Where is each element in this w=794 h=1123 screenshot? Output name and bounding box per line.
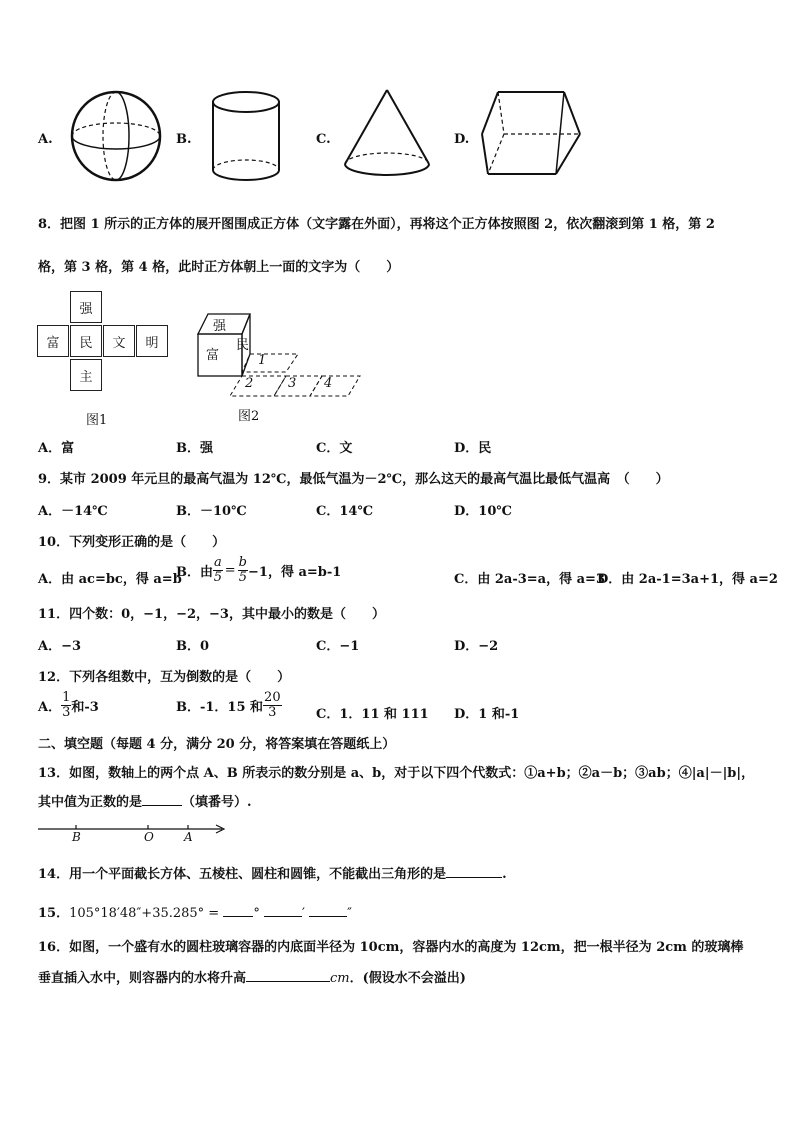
origin-label: O xyxy=(144,830,154,844)
q11-option-a[interactable]: A．−3 xyxy=(38,639,82,654)
cylinder-icon xyxy=(208,88,284,188)
sphere-icon xyxy=(68,88,164,184)
q14-answer-blank[interactable] xyxy=(446,877,502,878)
prism-icon xyxy=(480,86,584,182)
q15-minute-blank[interactable] xyxy=(264,916,302,917)
q9-option-d[interactable]: D．10℃ xyxy=(454,504,512,519)
q7-option-d[interactable]: D. xyxy=(454,132,470,147)
q12-optb-prefix: B．-1．15 和 xyxy=(176,700,264,715)
equals-sign: = xyxy=(224,563,236,578)
cube-face-top: 强 xyxy=(213,319,227,334)
q12-opta-suffix: 和-3 xyxy=(71,700,99,715)
q10-option-b[interactable] xyxy=(176,556,341,585)
figure1-caption: 图1 xyxy=(86,413,108,428)
q10-option-a[interactable]: A．由 ac=bc，得 a=b xyxy=(38,572,182,587)
q15-line: 15．105°18′48″+35.285° = ° ′ ″ xyxy=(38,906,352,921)
section-heading: 二、填空题（每题 4 分，满分 20 分，将答案填在答题纸上） xyxy=(38,737,396,752)
q11-text: 11．四个数：0，−1，−2，−3，其中最小的数是（ ） xyxy=(38,607,385,622)
net-cell-right1: 文 xyxy=(103,325,135,357)
net-cell-bottom: 主 xyxy=(70,359,102,391)
q12-option-c[interactable]: C．1．11 和 111 xyxy=(316,707,429,722)
grid-cell-3: 3 xyxy=(288,376,297,391)
net-cell-left: 富 xyxy=(37,325,69,357)
q8-option-d[interactable]: D．民 xyxy=(454,441,492,456)
q16-answer-blank[interactable] xyxy=(246,981,330,982)
q11-option-c[interactable]: C．−1 xyxy=(316,639,360,654)
q11-option-b[interactable]: B．0 xyxy=(176,639,210,654)
q14-text: 14．用一个平面截长方体、五棱柱、圆柱和圆锥，不能截出三角形的是 . xyxy=(38,867,507,882)
q8-option-a[interactable]: A．富 xyxy=(38,441,75,456)
grid-cell-2: 2 xyxy=(245,376,254,391)
cube-face-front: 富 xyxy=(206,348,220,363)
net-cell-top: 强 xyxy=(70,291,102,323)
grid-cell-4: 4 xyxy=(324,376,333,391)
q13-text-line1: 13．如图，数轴上的两个点 A、B 所表示的数分别是 a、b，对于以下四个代数式：①a+b；②a－b；③ab；④|a|－|b|， xyxy=(38,766,755,781)
q8-option-c[interactable]: C．文 xyxy=(316,441,353,456)
q15-degree-blank[interactable] xyxy=(223,916,253,917)
q13-text-line2: 其中值为正数的是 （填番号）. xyxy=(38,795,252,810)
q12-option-a[interactable] xyxy=(38,691,99,720)
q12-option-b[interactable] xyxy=(176,691,282,720)
figure2-caption: 图2 xyxy=(238,409,260,424)
cone-icon xyxy=(342,86,432,182)
q9-option-a[interactable]: A．－14℃ xyxy=(38,504,108,519)
number-line xyxy=(36,820,228,850)
q16-text-line1: 16．如图，一个盛有水的圆柱玻璃容器的内底面半径为 10cm，容器内水的高度为 12cm，把一根半径为 2cm 的玻璃棒 xyxy=(38,940,744,955)
net-cell-right2: 明 xyxy=(136,325,168,357)
fraction-1-over-3: $\frac{1}{3}$ xyxy=(62,690,71,720)
fraction-a-over-5: $\frac{a}{5}$ xyxy=(213,555,223,585)
q16-text-line2: 垂直插入水中，则容器内的水将升高 cm．(假设水不会溢出) xyxy=(38,971,466,986)
q9-option-c[interactable]: C．14℃ xyxy=(316,504,374,519)
q12-option-d[interactable]: D．1 和-1 xyxy=(454,707,520,722)
q8-text-line2: 格，第 3 格，第 4 格，此时正方体朝上一面的文字为（ ） xyxy=(38,260,400,275)
q15-second-blank[interactable] xyxy=(309,916,347,917)
q9-text: 9．某市 2009 年元旦的最高气温为 12℃，最低气温为－2℃，那么这天的最高气温比最低气温高 （ ） xyxy=(38,472,669,487)
cube-face-side: 民 xyxy=(236,338,250,353)
q7-option-c[interactable]: C. xyxy=(316,132,331,147)
point-b-label: B xyxy=(72,830,81,844)
q7-option-b[interactable]: B. xyxy=(176,132,192,147)
fraction-20-over-3: $\frac{20}{3}$ xyxy=(264,690,281,720)
q10-option-d[interactable]: D．由 2a-1=3a+1，得 a=2 xyxy=(597,572,778,587)
q8-option-b[interactable]: B．强 xyxy=(176,441,213,456)
q10-option-c[interactable]: C．由 2a-3=a，得 a=3 xyxy=(454,572,605,587)
fraction-b-over-5: $\frac{b}{5}$ xyxy=(238,555,247,585)
q10-optb-suffix: −1，得 a=b-1 xyxy=(248,565,342,580)
q10-text: 10．下列变形正确的是（ ） xyxy=(38,535,226,550)
q10-optb-prefix: B．由 xyxy=(176,565,213,580)
q12-opta-prefix: A． xyxy=(38,700,62,715)
q8-text-line1: 8．把图 1 所示的正方体的展开图围成正方体（文字露在外面），再将这个正方体按照图 2，依次翻滚到第 1 格，第 2 xyxy=(38,217,715,232)
net-cell-center: 民 xyxy=(70,325,102,357)
q12-text: 12．下列各组数中，互为倒数的是（ ） xyxy=(38,670,291,685)
q11-option-d[interactable]: D．−2 xyxy=(454,639,499,654)
q13-answer-blank[interactable] xyxy=(142,805,182,806)
point-a-label: A xyxy=(184,830,193,844)
q7-option-a[interactable]: A. xyxy=(38,132,53,147)
grid-cell-1: 1 xyxy=(258,353,267,368)
q9-option-b[interactable]: B．－10℃ xyxy=(176,504,247,519)
